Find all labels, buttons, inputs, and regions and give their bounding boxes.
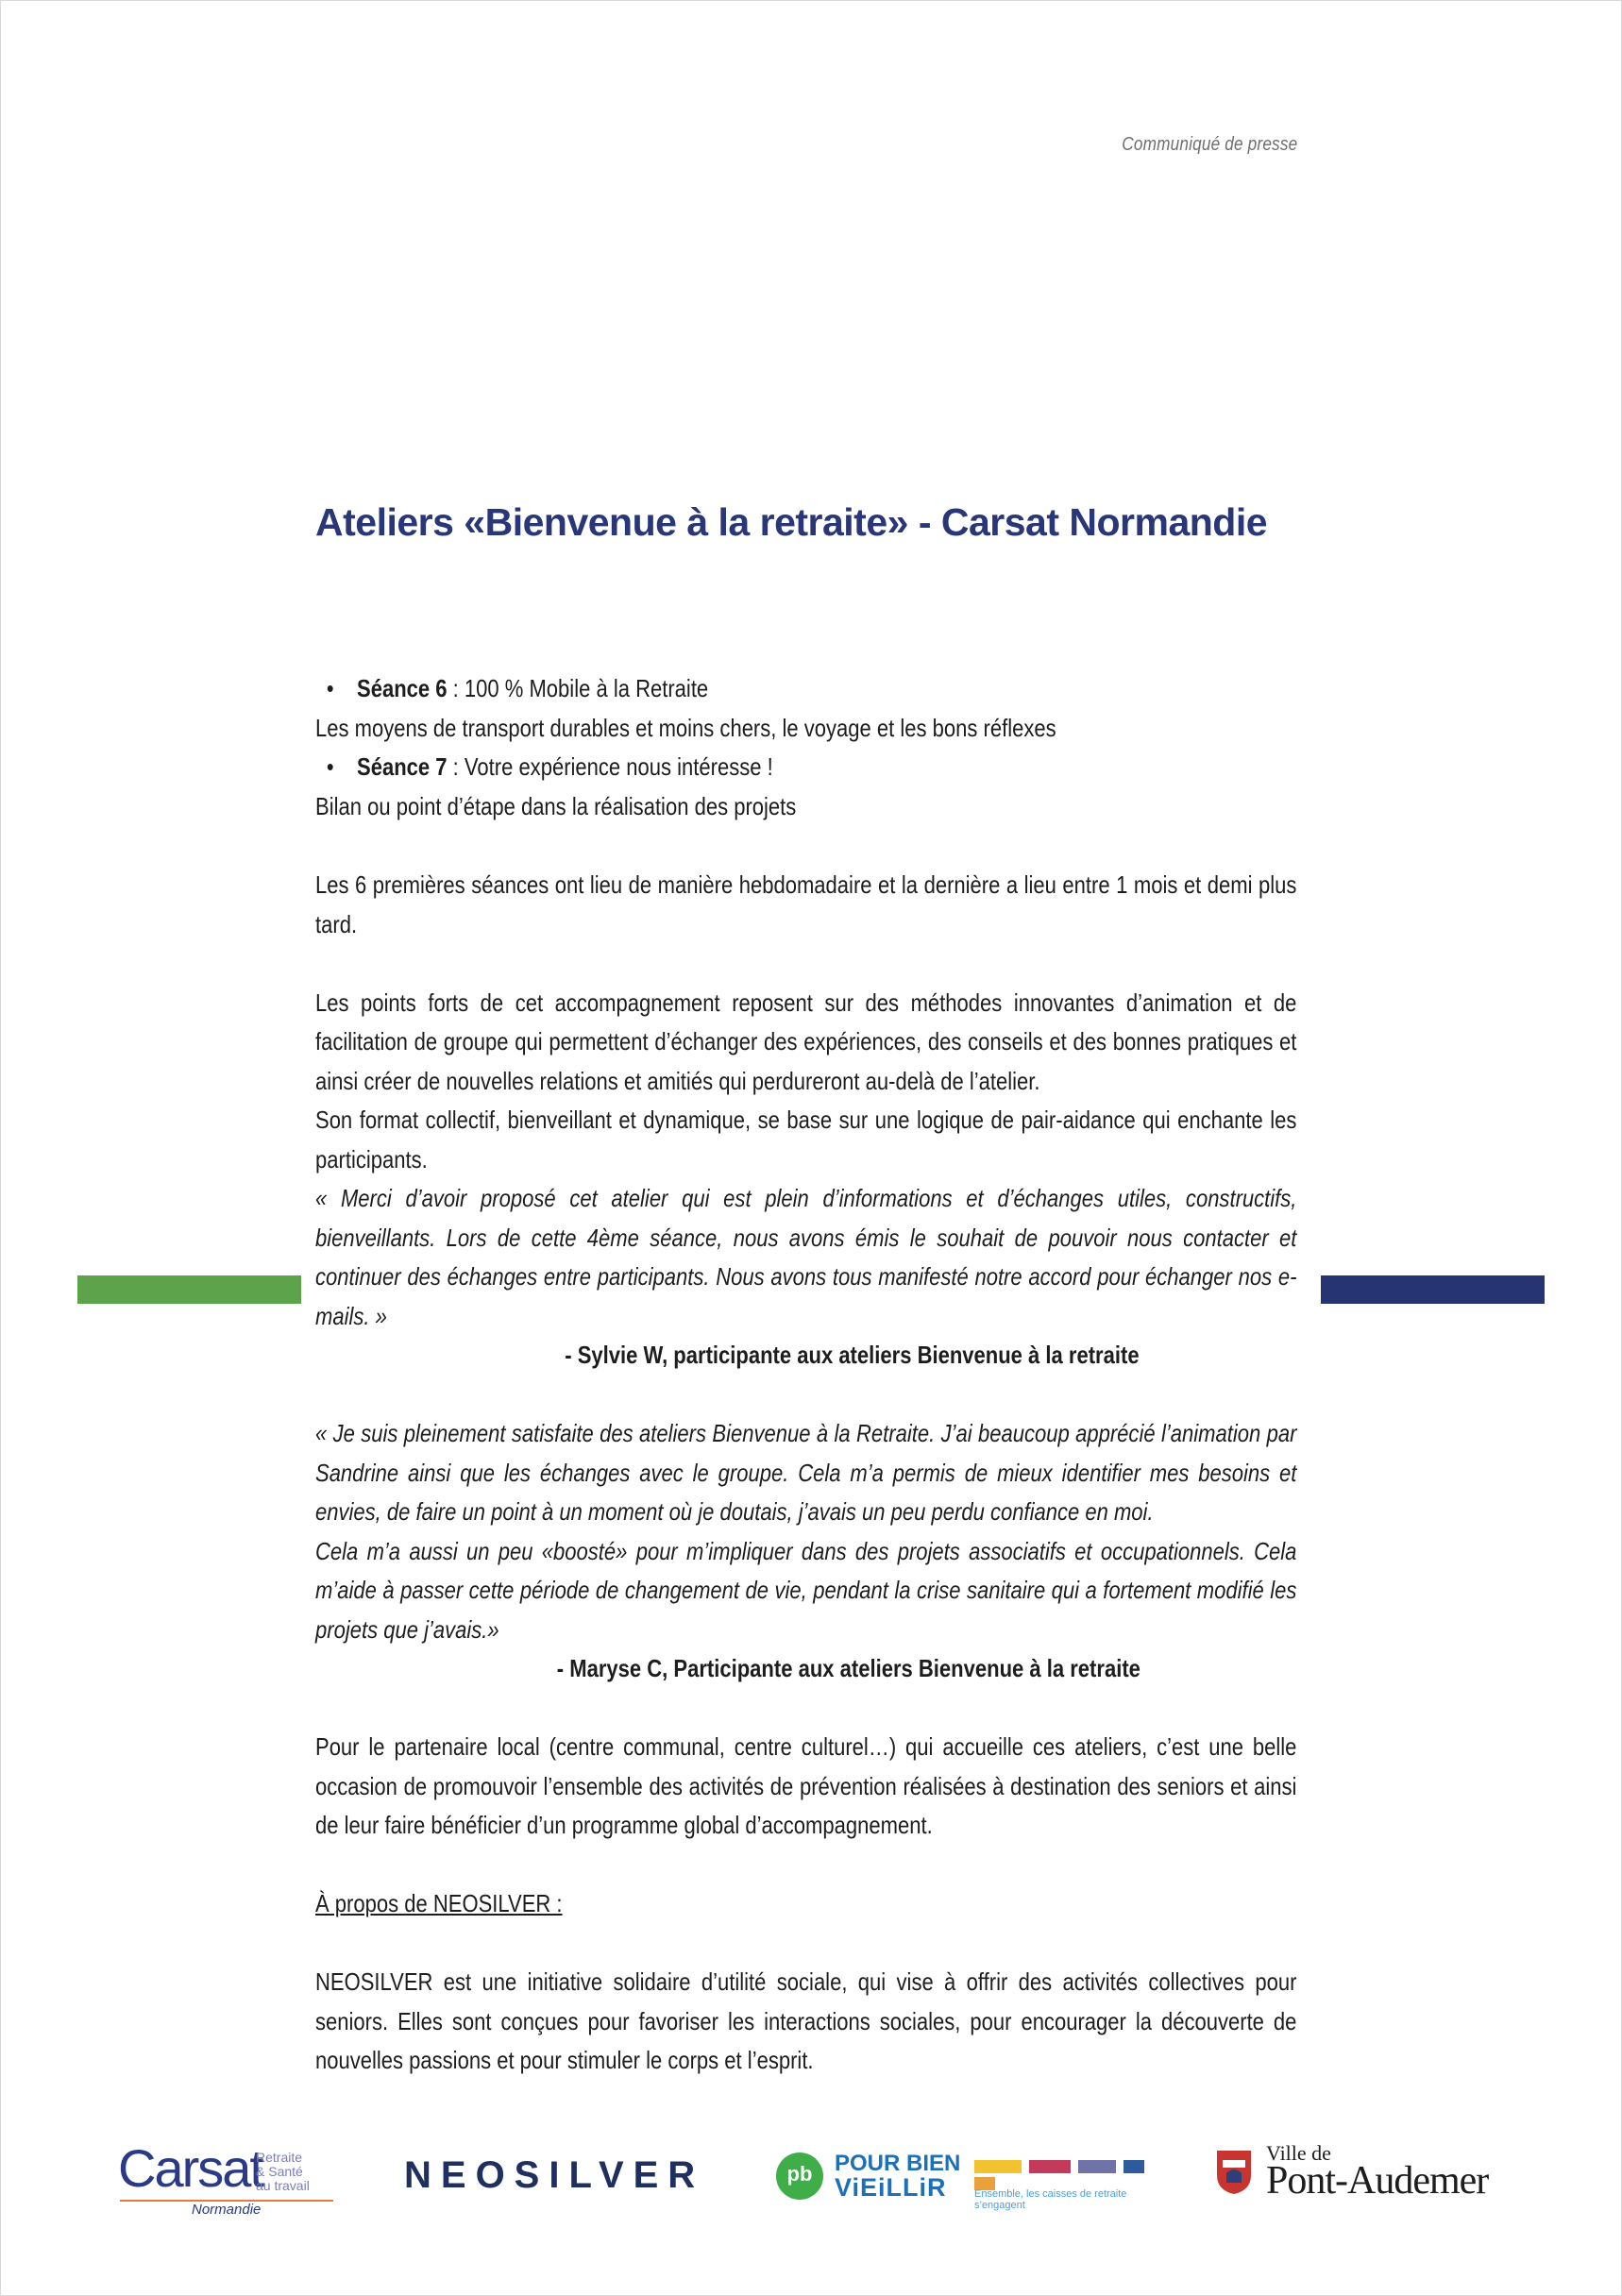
testimonial-quote-1: « Merci d’avoir proposé cet atelier qui est plein d’informations et d’échanges utiles, constructifs, bienveillants. Lors de cette 4ème séance, nous avons émis le souhait de pouvoir nous contacter et continuer des échanges entre participants. Nous avons tous manifesté notre accord pour échanger nos e-mails. » (315, 1184, 1297, 1330)
partner-marks-icon (974, 2158, 1173, 2183)
neosilver-logo (404, 2154, 706, 2202)
neosilver-wordmark: NEOSILVER (404, 2154, 705, 2196)
green-accent-bar (77, 1275, 301, 1304)
testimonial-signature-1: - Sylvie W, participante aux ateliers Bienvenue à la retraite (565, 1341, 1140, 1369)
session-6-item (315, 669, 1296, 709)
page-title: Ateliers «Bienvenue à la retraite» - Carsat Normandie (315, 500, 1268, 544)
schedule-paragraph: Les 6 premières séances ont lieu de manière hebdomadaire et la dernière a lieu entre 1 mois et demi plus tard. (315, 870, 1297, 938)
pbv-line-1: POUR BIEN (835, 2151, 961, 2176)
carsat-logo (118, 2138, 335, 2219)
testimonial-quote-2b: Cela m’a aussi un peu «boosté» pour m’impliquer dans des projets associatifs et occupationnels. Cela m’aide à passer cette période de changement de vie, pendant la crise sanitaire qui a fortement modifié les projets que j’avais.» (315, 1536, 1297, 1644)
session-7-label: Séance 7 (357, 752, 448, 781)
session-7-description: Bilan ou point d’étape dans la réalisation des projets (315, 791, 797, 820)
document-type-label: Communiqué de presse (1121, 134, 1297, 155)
main-body (315, 866, 1297, 2081)
carsat-region: Normandie (186, 2202, 266, 2218)
format-paragraph: Son format collectif, bienveillant et dynamique, se base sur une logique de pair-aidance qui enchante les participants. (315, 1106, 1297, 1173)
carsat-wordmark: Carsat (118, 2138, 262, 2198)
pont-audemer-prefix: Ville de (1266, 2141, 1331, 2165)
pbv-badge-icon: pb (776, 2152, 823, 2200)
session-7-item (315, 748, 1296, 787)
about-paragraph: NEOSILVER est une initiative solidaire d’utilité sociale, qui vise à offrir des activités collectives pour seniors. Elles sont conçues pour favoriser les interactions sociales, pour encourager la découverte de nouvelles passions et pour stimuler le corps et l’esprit. (315, 1967, 1297, 2074)
session-6-title: 100 % Mobile à la Retraite (464, 674, 709, 702)
session-7-title: Votre expérience nous intéresse ! (464, 752, 773, 781)
bullet-icon: • (326, 674, 334, 702)
sessions-list (315, 669, 1297, 826)
about-heading: À propos de NEOSILVER : (315, 1889, 563, 1917)
testimonial-signature-2: - Maryse C, Participante aux ateliers Bienvenue à la retraite (556, 1654, 1140, 1682)
session-6-label: Séance 6 (357, 674, 448, 702)
pbv-slogan: Ensemble, les caisses de retraite s’engagent (974, 2188, 1127, 2211)
pour-bien-vieillir-logo (776, 2149, 1173, 2215)
session-6-separator: : (447, 674, 465, 702)
session-7-separator: : (447, 752, 465, 781)
session-6-description: Les moyens de transport durables et moins chers, le voyage et les bons réflexes (315, 713, 1056, 742)
pont-audemer-logo (1213, 2141, 1515, 2217)
strengths-paragraph: Les points forts de cet accompagnement reposent sur des méthodes innovantes d’animation et de facilitation de groupe qui permettent d’échanger des expériences, des conseils et des bonnes pratiques et ainsi créer de nouvelles relations et amitiés qui perdureront au-delà de l’atelier. (315, 988, 1297, 1095)
pont-audemer-name: Pont-Audemer (1266, 2159, 1489, 2203)
partner-paragraph: Pour le partenaire local (centre communal, centre culturel…) qui accueille ces ateliers, c’est une belle occasion de promouvoir l’ensemble des activités de prévention réalisées à destination des seniors et ainsi de leur faire bénéficier d’un programme global d’accompagnement. (315, 1732, 1297, 1839)
testimonial-quote-2a: « Je suis pleinement satisfaite des ateliers Bienvenue à la Retraite. J’ai beaucoup apprécié l’animation par Sandrine ainsi que les échanges avec le groupe. Cela m’a permis de mieux identifier mes besoins et envies, de faire un point à un moment où je doutais, j’avais un peu perdu confiance en moi. (315, 1419, 1297, 1526)
pbv-line-2: ViEiLLiR (835, 2173, 947, 2202)
carsat-tagline: Retraite & Santé au travail (256, 2150, 310, 2193)
city-crest-icon (1213, 2147, 1255, 2196)
navy-accent-bar (1321, 1275, 1545, 1304)
bullet-icon: • (326, 752, 334, 781)
